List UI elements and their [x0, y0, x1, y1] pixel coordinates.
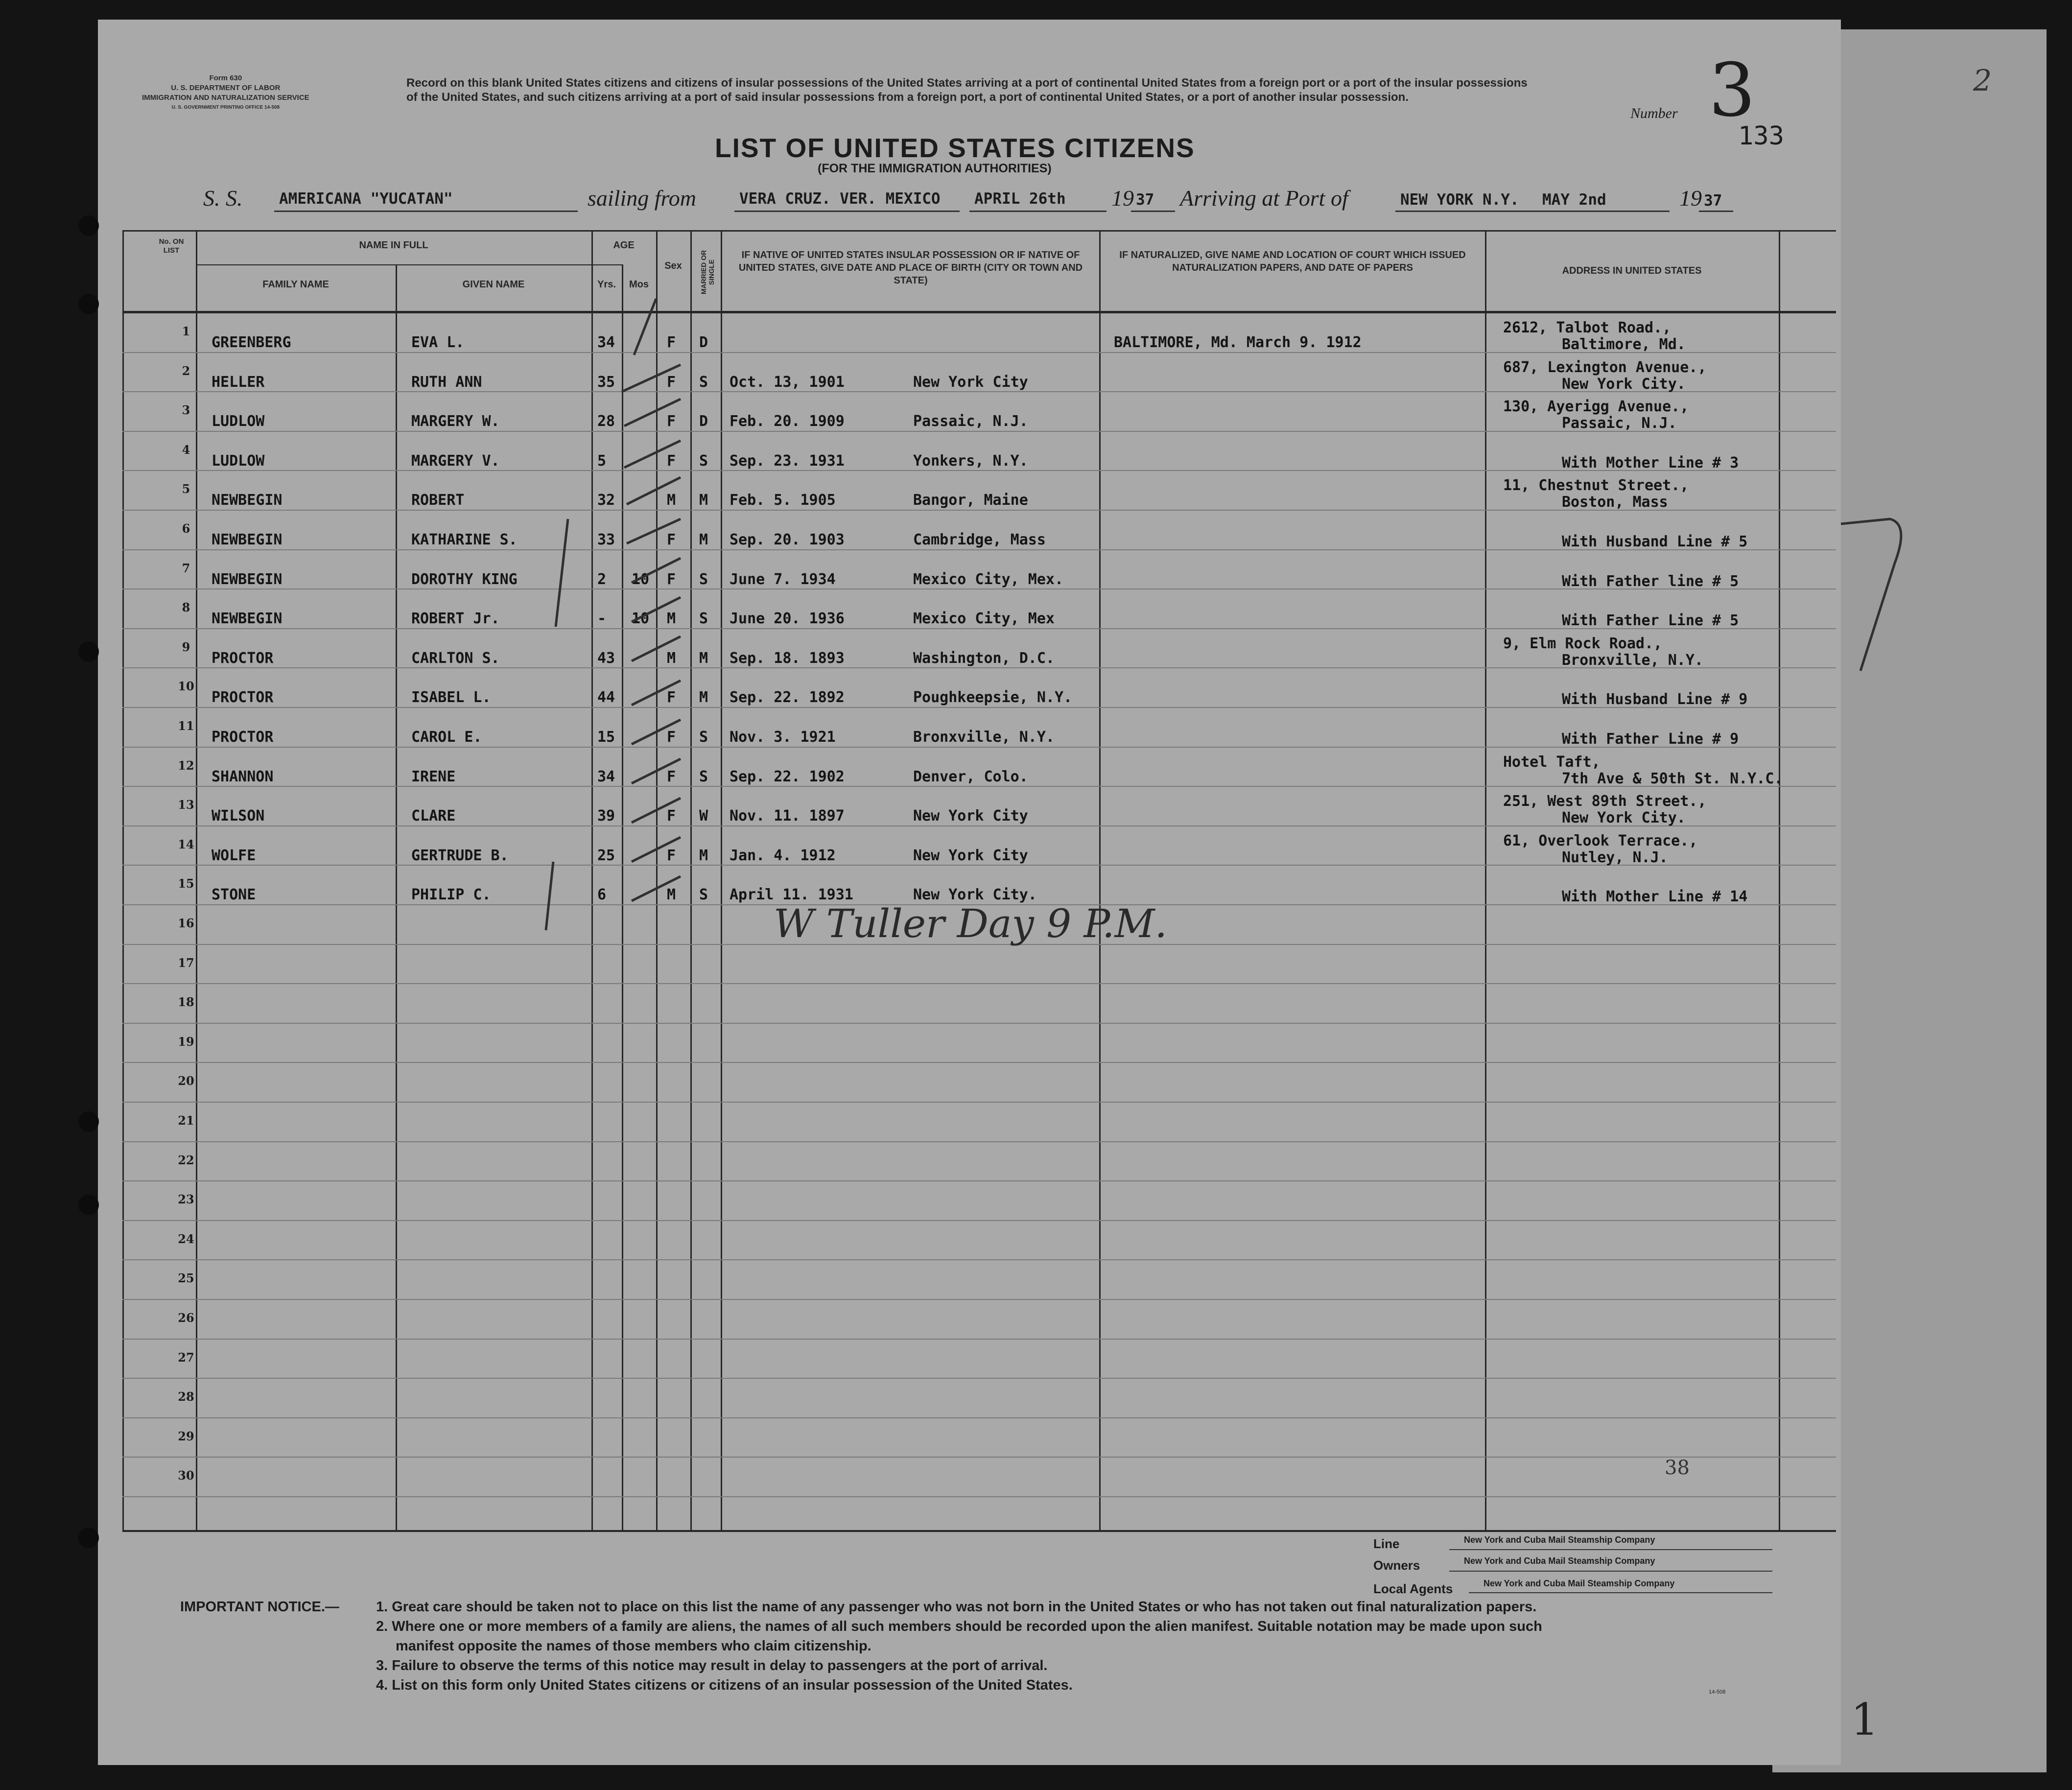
address-line-2: Bronxville, N.Y. [1562, 651, 1703, 669]
address-line-2: 7th Ave & 50th St. N.Y.C. [1562, 770, 1783, 787]
given-name-cell: CLARE [411, 807, 456, 825]
birth-date-cell: Feb. 20. 1909 [730, 413, 845, 430]
given-name-cell: RUTH ANN [411, 373, 482, 391]
row-number: 1 [182, 324, 190, 338]
marital-status-cell: S [699, 570, 708, 588]
header-marital-status: MARRIED OR SINGLE [700, 250, 715, 295]
marital-status-cell: S [699, 610, 708, 628]
sex-cell: F [667, 768, 676, 785]
sex-cell: F [667, 452, 676, 470]
department-name: U. S. DEPARTMENT OF LABOR [171, 84, 281, 92]
form-reference: 14-508 [1709, 1689, 1726, 1695]
sex-cell: F [667, 689, 676, 707]
header-family-name: FAMILY NAME [262, 279, 329, 290]
marital-status-cell: S [699, 373, 708, 391]
address-line-2: New York City. [1562, 809, 1686, 827]
address-line-2: With Father line # 5 [1562, 572, 1739, 590]
row-number: 9 [182, 639, 190, 654]
margin-mark-bottom: 1 [1851, 1694, 1879, 1745]
sex-cell: F [667, 729, 676, 746]
owners-label: Owners [1373, 1558, 1420, 1573]
address-line-2: With Father Line # 5 [1562, 612, 1739, 630]
birth-date-cell: June 7. 1934 [730, 570, 836, 588]
age-years-cell: 32 [597, 492, 615, 509]
header-address: ADDRESS IN UNITED STATES [1562, 265, 1702, 276]
family-name-cell: NEWBEGIN [212, 610, 283, 628]
birth-date-cell: Sep. 22. 1902 [730, 768, 845, 785]
age-years-cell: 33 [597, 531, 615, 548]
owners-value: New York and Cuba Mail Steamship Company [1464, 1556, 1655, 1566]
marital-status-cell: D [699, 413, 708, 430]
notice-item-4: 4. List on this form only United States citizens or citizens of an insular possession of the United States. [376, 1677, 1073, 1693]
address-line-2: Nutley, N.J. [1562, 848, 1668, 866]
address-line-2: Baltimore, Md. [1562, 336, 1686, 353]
sex-cell: M [667, 649, 676, 667]
age-years-cell: 34 [597, 334, 615, 351]
family-name-cell: STONE [212, 886, 256, 904]
family-name-cell: NEWBEGIN [212, 531, 283, 548]
given-name-cell: IRENE [411, 768, 456, 785]
birth-place-cell: New York City [913, 807, 1028, 825]
header-age-years: Yrs. [597, 279, 616, 290]
agents-label: Local Agents [1373, 1581, 1453, 1596]
line-value: New York and Cuba Mail Steamship Company [1464, 1535, 1655, 1545]
marital-status-cell: M [699, 531, 708, 548]
family-name-cell: NEWBEGIN [212, 570, 283, 588]
arrival-date: MAY 2nd [1542, 191, 1606, 209]
row-number: 2 [182, 363, 190, 378]
sex-cell: F [667, 531, 676, 548]
row-number: 27 [178, 1350, 194, 1365]
birth-place-cell: New York City. [913, 886, 1037, 904]
sailing-label: sailing from [588, 186, 696, 211]
birth-place-cell: Bangor, Maine [913, 492, 1028, 509]
family-name-cell: GREENBERG [212, 334, 291, 351]
row-number: 3 [182, 403, 190, 418]
family-name-cell: SHANNON [212, 768, 274, 785]
given-name-cell: ROBERT Jr. [411, 610, 500, 628]
address-line-1: 9, Elm Rock Road., [1503, 635, 1663, 652]
header-birth: IF NATIVE OF UNITED STATES INSULAR POSSESSION OR IF NATIVE OF UNITED STATES, GIVE DATE AND PLACE OF BIRTH (CITY OR TOWN AND STATE) [738, 250, 1083, 286]
row-number: 8 [182, 600, 190, 615]
birth-date-cell: Nov. 3. 1921 [730, 729, 836, 746]
sex-cell: F [667, 847, 676, 864]
birth-place-cell: Washington, D.C. [913, 649, 1055, 667]
row-number: 22 [178, 1153, 194, 1167]
margin-mark-top: 2 [1973, 64, 1992, 98]
address-line-2: With Mother Line # 3 [1562, 454, 1739, 471]
family-name-cell: WILSON [212, 807, 265, 825]
given-name-cell: KATHARINE S. [411, 531, 518, 548]
family-name-cell: NEWBEGIN [212, 492, 283, 509]
birth-date-cell: Oct. 13, 1901 [730, 373, 845, 391]
age-years-cell: 43 [597, 649, 615, 667]
family-name-cell: LUDLOW [212, 413, 265, 430]
sex-cell: F [667, 413, 676, 430]
marital-status-cell: M [699, 492, 708, 509]
row-number: 21 [178, 1113, 194, 1128]
departure-year: 37 [1136, 191, 1154, 209]
agents-value: New York and Cuba Mail Steamship Company [1483, 1578, 1675, 1588]
ship-name: AMERICANA "YUCATAN" [279, 190, 453, 208]
number-value: 133 [1738, 121, 1784, 151]
row-number: 17 [178, 955, 194, 970]
birth-date-cell: Jan. 4. 1912 [730, 847, 836, 864]
age-years-cell: 6 [597, 886, 607, 904]
notice-item-3: 3. Failure to observe the terms of this notice may result in delay to passengers at the port of arrival. [376, 1658, 1048, 1673]
birth-place-cell: Mexico City, Mex [913, 610, 1055, 628]
birth-date-cell: Sep. 22. 1892 [730, 689, 845, 707]
arrival-year: 37 [1704, 192, 1722, 210]
form-number: Form 630 [209, 74, 242, 82]
sex-cell: M [667, 492, 676, 509]
row-number: 12 [178, 758, 194, 773]
address-line-1: 61, Overlook Terrace., [1503, 832, 1698, 849]
address-line-2: With Husband Line # 9 [1562, 691, 1748, 708]
marital-status-cell: S [699, 886, 708, 904]
given-name-cell: MARGERY V. [411, 452, 500, 470]
header-list-no: No. ON LIST [159, 237, 184, 255]
age-years-cell: 39 [597, 807, 615, 825]
address-line-2: With Husband Line # 5 [1562, 533, 1748, 550]
address-line-2: With Father Line # 9 [1562, 730, 1739, 748]
marital-status-cell: D [699, 334, 708, 351]
age-months-cell: 10 [632, 570, 650, 588]
notice-item-2-cont: manifest opposite the names of those members who claim citizenship. [396, 1638, 871, 1654]
birth-date-cell: June 20. 1936 [730, 610, 845, 628]
notice-heading: IMPORTANT NOTICE.— [180, 1599, 339, 1615]
line-label: Line [1373, 1536, 1400, 1551]
age-years-cell: 44 [597, 689, 615, 707]
marital-status-cell: M [699, 847, 708, 864]
row-number: 10 [178, 679, 194, 694]
birth-date-cell: Sep. 20. 1903 [730, 531, 845, 548]
row-number: 16 [178, 916, 194, 930]
family-name-cell: LUDLOW [212, 452, 265, 470]
row-number: 7 [182, 561, 190, 575]
row-number: 29 [178, 1429, 194, 1443]
family-name-cell: PROCTOR [212, 649, 274, 667]
age-months-cell: 10 [632, 610, 650, 628]
address-line-2: Passaic, N.J. [1562, 415, 1677, 432]
age-years-cell: 35 [597, 373, 615, 391]
birth-date-cell: Sep. 23. 1931 [730, 452, 845, 470]
birth-place-cell: Denver, Colo. [913, 768, 1028, 785]
header-naturalized: IF NATURALIZED, GIVE NAME AND LOCATION OF COURT WHICH ISSUED NATURALIZATION PAPERS, AND DATE OF PAPERS [1119, 250, 1466, 273]
row-number: 28 [178, 1390, 194, 1404]
row-number: 26 [178, 1311, 194, 1325]
notice-item-2: 2. Where one or more members of a family are aliens, the names of all such members should be recorded upon the alien manifest. Suitable notation may be made upon such [376, 1619, 1542, 1634]
family-name-cell: PROCTOR [212, 729, 274, 746]
printing-office: U. S. GOVERNMENT PRINTING OFFICE 14-508 [171, 105, 280, 110]
sex-cell: M [667, 886, 676, 904]
row-number: 19 [178, 1034, 194, 1049]
birth-date-cell: Feb. 5. 1905 [730, 492, 836, 509]
birth-place-cell: Bronxville, N.Y. [913, 729, 1055, 746]
marital-status-cell: M [699, 649, 708, 667]
age-years-cell: 15 [597, 729, 615, 746]
given-name-cell: CARLTON S. [411, 649, 500, 667]
row-number: 5 [182, 482, 190, 496]
birth-place-cell: Poughkeepsie, N.Y. [913, 689, 1073, 707]
given-name-cell: CAROL E. [411, 729, 482, 746]
departure-date: APRIL 26th [974, 190, 1066, 208]
header-name-in-full: NAME IN FULL [359, 240, 428, 251]
sex-cell: F [667, 334, 676, 351]
given-name-cell: GERTRUDE B. [411, 847, 509, 864]
birth-place-cell: New York City [913, 373, 1028, 391]
age-years-cell: 34 [597, 768, 615, 785]
row-number: 24 [178, 1231, 194, 1246]
marital-status-cell: S [699, 729, 708, 746]
sex-cell: F [667, 570, 676, 588]
stamp-count: 38 [1665, 1457, 1690, 1479]
birth-date-cell: Sep. 18. 1893 [730, 649, 845, 667]
header-age: AGE [613, 240, 635, 251]
age-years-cell: 25 [597, 847, 615, 864]
row-number: 30 [178, 1468, 194, 1483]
row-number: 25 [178, 1271, 194, 1286]
arrival-port: NEW YORK N.Y. [1400, 191, 1519, 209]
header-sex: Sex [664, 260, 682, 271]
naturalization-cell: BALTIMORE, Md. March 9. 1912 [1114, 334, 1362, 351]
address-line-2: With Mother Line # 14 [1562, 888, 1748, 906]
row-number: 4 [182, 442, 190, 457]
row-number: 20 [178, 1074, 194, 1088]
number-label: Number [1630, 105, 1678, 121]
birth-place-cell: Passaic, N.J. [913, 413, 1028, 430]
given-name-cell: MARGERY W. [411, 413, 500, 430]
address-line-1: 251, West 89th Street., [1503, 793, 1707, 810]
marital-status-cell: M [699, 689, 708, 707]
notice-item-1: 1. Great care should be taken not to place on this list the name of any passenger who was not born in the United States or who has not taken out final naturalization papers. [376, 1599, 1537, 1615]
address-line-1: 11, Chestnut Street., [1503, 477, 1689, 495]
record-instructions: Record on this blank United States citizens and citizens of insular possessions of the United States arriving at a port of continental United States from a foreign port or a port of the insular possessions of the United States, and such citizens arriving at a port of said insular possessions from a foreign port, a port of continental United States, or a port of another insular possession. [406, 76, 1528, 104]
family-name-cell: WOLFE [212, 847, 256, 864]
birth-date-cell: Nov. 11. 1897 [730, 807, 845, 825]
page-subtitle: (FOR THE IMMIGRATION AUTHORITIES) [818, 162, 1052, 175]
birth-place-cell: Mexico City, Mex. [913, 570, 1064, 588]
row-number: 6 [182, 521, 190, 536]
given-name-cell: ISABEL L. [411, 689, 491, 707]
arrival-year-prefix: 19 [1679, 186, 1702, 211]
address-line-2: Boston, Mass [1562, 494, 1668, 511]
sex-cell: F [667, 373, 676, 391]
given-name-cell: EVA L. [411, 334, 465, 351]
given-name-cell: ROBERT [411, 492, 465, 509]
arriving-label: Arriving at Port of [1180, 186, 1348, 211]
marital-status-cell: S [699, 452, 708, 470]
service-name: IMMIGRATION AND NATURALIZATION SERVICE [142, 94, 309, 102]
address-line-1: Hotel Taft, [1503, 753, 1601, 771]
address-line-1: 2612, Talbot Road., [1503, 319, 1672, 336]
row-number: 14 [178, 837, 194, 851]
ss-label: S. S. [203, 186, 243, 211]
given-name-cell: PHILIP C. [411, 886, 491, 904]
row-number: 11 [178, 719, 194, 733]
marital-status-cell: W [699, 807, 708, 825]
departure-year-prefix: 19 [1111, 186, 1134, 211]
birth-place-cell: Yonkers, N.Y. [913, 452, 1028, 470]
row-number: 15 [178, 876, 194, 891]
given-name-cell: DOROTHY KING [411, 570, 518, 588]
handwritten-note: W Tuller Day 9 P.M. [774, 901, 1167, 946]
age-years-cell: - [597, 610, 607, 628]
birth-date-cell: April 11. 1931 [730, 886, 853, 904]
header-given-name: GIVEN NAME [462, 279, 525, 290]
sex-cell: M [667, 610, 676, 628]
family-name-cell: HELLER [212, 373, 265, 391]
page-title: LIST OF UNITED STATES CITIZENS [715, 133, 1195, 163]
sex-cell: F [667, 807, 676, 825]
row-number: 13 [178, 798, 194, 812]
handwritten-number: 3 [1709, 48, 1756, 133]
birth-place-cell: New York City [913, 847, 1028, 864]
age-years-cell: 28 [597, 413, 615, 430]
departure-port: VERA CRUZ. VER. MEXICO [739, 190, 941, 208]
address-line-2: New York City. [1562, 375, 1686, 393]
age-years-cell: 5 [597, 452, 607, 470]
marital-status-cell: S [699, 768, 708, 785]
header-age-months: Mos [629, 279, 649, 290]
row-number: 23 [178, 1192, 194, 1207]
address-line-1: 130, Ayerigg Avenue., [1503, 398, 1689, 416]
age-years-cell: 2 [597, 570, 607, 588]
row-number: 18 [178, 995, 194, 1010]
family-name-cell: PROCTOR [212, 689, 274, 707]
birth-place-cell: Cambridge, Mass [913, 531, 1046, 548]
address-line-1: 687, Lexington Avenue., [1503, 358, 1707, 376]
